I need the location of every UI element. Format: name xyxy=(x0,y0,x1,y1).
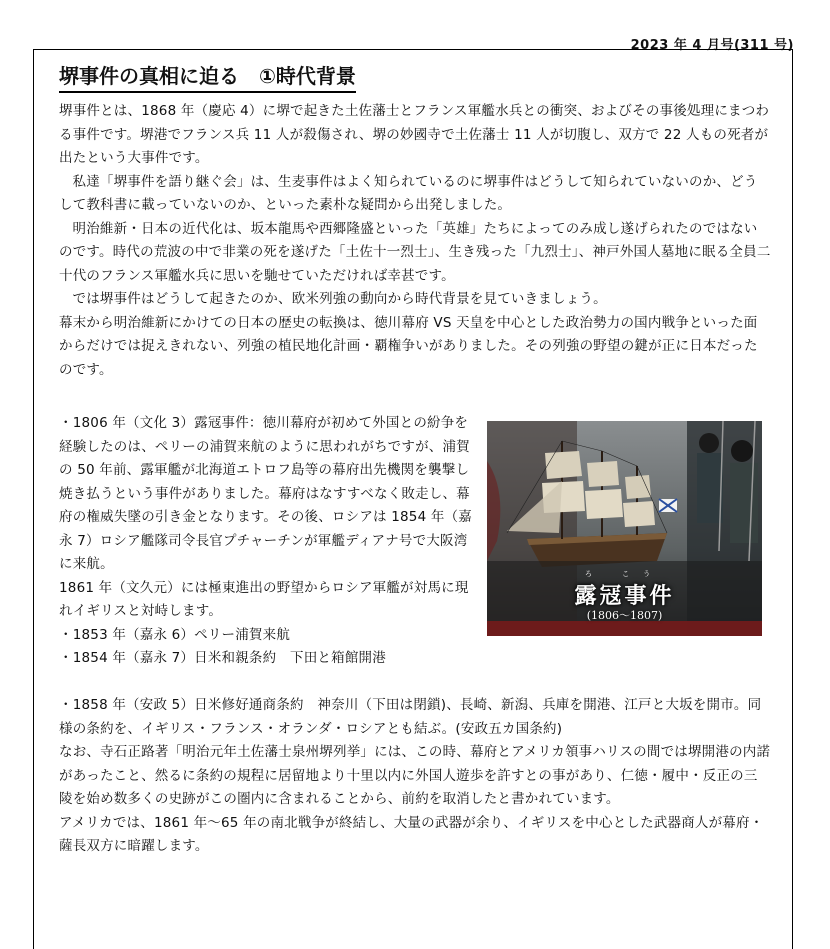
intro-paragraph: 幕末から明治維新にかけての日本の歴史の転換は、徳川幕府 VS 天皇を中心とした政治勢力の国内戦争といった面からだけでは捉えきれない、列強の植民地化計画・覇権争いがありました。その列強の野望の鍵が正に日本だったのです。 xyxy=(59,314,758,378)
intro-paragraph: では堺事件はどうして起きたのか、欧米列強の動向から時代背景を見ていきましょう。 xyxy=(72,291,607,307)
timeline-item: ・1806 年（文化 3）露冦事件：徳川幕府が初めて外国との紛争を経験したのは、ペリーの浦賀来航のように思われがちですが、浦賀の 50 年前、露軍艦が北海道エトロフ島等の幕府出先機関を襲撃し焼き払うという事件がありました。幕府はなすすべなく敗走し、幕府の権威失墜の引き金となります。その後、ロシアは 1854 年（嘉永 7）ロシア艦隊司令長官プチャーチンが軍艦ディアナ号で大阪湾に来航。 xyxy=(59,415,472,572)
intro-paragraph: 明治維新・日本の近代化は、坂本龍馬や西郷隆盛といった「英雄」たちによってのみ成し遂げられたのではないのです。時代の荒波の中で非業の死を遂げた「土佐十一烈士」、生き残った「九烈士」、神戸外国人墓地に眠る全員二十代のフランス軍艦水兵に思いを馳せていただければ幸甚です。 xyxy=(59,220,771,284)
timeline-item: ・1854 年（嘉永 7）日米和親条約 下田と箱館開港 xyxy=(59,650,386,666)
timeline-section xyxy=(59,412,479,671)
timeline-item: 1861 年（文久元）には極東進出の野望からロシア軍艦が対馬に現れイギリスと対峙します。 xyxy=(59,579,469,619)
issue-number: 2023 年 4 月号(311 号) xyxy=(630,38,794,53)
bottom-section xyxy=(59,694,771,859)
image-caption-years: (1806～1807) xyxy=(586,609,663,622)
image-caption: 露冦事件 xyxy=(574,583,675,609)
intro-paragraph: 私達「堺事件を語り継ぐ会」は、生麦事件はよく知られているのに堺事件はどうして知られていないのか、どうして教科書に載っていないのか、といった素朴な疑問から出発しました。 xyxy=(59,173,758,213)
intro-section xyxy=(59,100,771,382)
caption-ruby: ろ こう xyxy=(584,570,665,578)
timeline-item: ・1858 年（安政 5）日米修好通商条約 神奈川（下田は閉鎖)、長崎、新潟、兵庫を開港、江戸と大坂を開市。同様の条約を、イギリス・フランス・オランダ・ロシアとも結ぶ。(安政五カ国条約) xyxy=(59,697,762,737)
timeline-item: ・1853 年（嘉永 6）ペリー浦賀来航 xyxy=(59,626,291,643)
body-paragraph: なお、寺石正路著「明治元年土佐藩士泉州堺列挙」には、この時、幕府とアメリカ領事ハリスの間では堺開港の内諾があったこと、然るに条約の規程に居留地より十里以内に外国人遊歩を許すとの事があり、仁徳・履中・反正の三陵を始め数多くの史跡がこの圏内に含まれることから、前約を取消したと書かれています。 xyxy=(59,744,771,807)
body-paragraph: アメリカでは、1861 年～65 年の南北戦争が終結し、大量の武器が余り、イギリスを中心とした武器商人が幕府・薩長双方に暗躍します。 xyxy=(59,814,764,854)
intro-paragraph: 堺事件とは、1868 年（慶応 4）に堺で起きた土佐藩士とフランス軍艦水兵との衝突、およびその事後処理にまつわる事件です。堺港でフランス兵 11 人が殺傷され、堺の妙國寺で土佐藩士 11 人が切腹し、双方で 22 人もの死者が出たという大事件です。 xyxy=(59,103,770,166)
ship-illustration-image xyxy=(487,421,762,636)
article-title: 堺事件の真相に迫る ①時代背景 xyxy=(59,60,356,93)
